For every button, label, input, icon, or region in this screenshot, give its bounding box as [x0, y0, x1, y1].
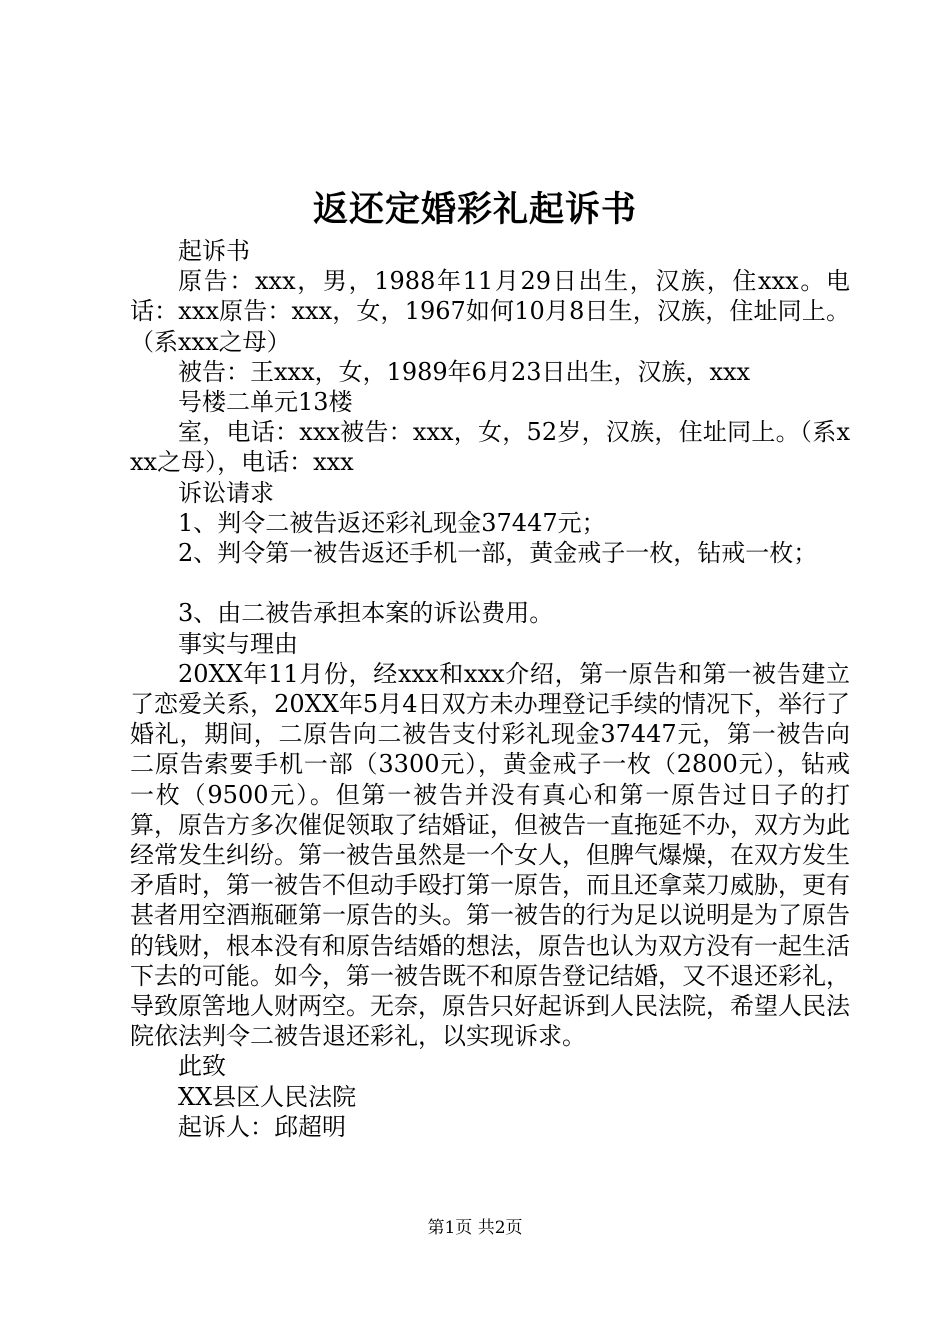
signer-line: 起诉人：邱超明: [178, 1112, 346, 1141]
facts-paragraph: 20XX年11月份，经xxx和xxx介绍，第一原告和第一被告建立了恋爱关系，20XX年5月4日双方未办理登记手续的情况下，举行了婚礼，期间，二原告向二被告支付彩礼现金37447元，第一被告向二原告索要手机一部（3300元），黄金戒子一枚（2800元），钻戒一枚（9500元）。但第一被告并没有真心和第一原告过日子的打算，原告方多次催促领取了结婚证，但被告一直拖延不办，双方为此经常发生纠纷。第一被告虽然是一个女人，但脾气爆燥，在双方发生矛盾时，第一被告不但动手殴打第一原告，而且还拿菜刀威胁，更有甚者用空酒瓶砸第一原告的头。第一被告的行为足以说明是为了原告的钱财，根本没有和原告结婚的想法，原告也认为双方没有一起生活下去的可能。如今，第一被告既不和原告登记结婚，又不退还彩礼，导致原筈地人财两空。无奈，原告只好起诉到人民法院，希望人民法院依法判令二被告退还彩礼，以实现诉求。: [130, 659, 850, 1051]
document-heading: 起诉书: [178, 237, 250, 265]
document-body: [130, 236, 850, 1142]
blank-line: [130, 568, 850, 598]
claim-item-2: 2、判令第一被告返还手机一部，黄金戒子一枚，钻戒一枚；: [178, 539, 818, 568]
closing-text: 此致: [178, 1052, 226, 1081]
defendant-line-3: 室，电话：xxx被告：xxx，女，52岁，汉族，住址同上。（系xxx之母），电话：xxx: [130, 418, 850, 477]
claim-item-3: 3、由二被告承担本案的诉讼费用。: [178, 599, 554, 628]
court-name: XX县区人民法院: [178, 1082, 357, 1111]
facts-heading: 事实与理由: [178, 629, 298, 658]
claim-item-1: 1、判令二被告返还彩礼现金37447元；: [178, 508, 606, 537]
defendant-line-2: 号楼二单元13楼: [178, 388, 353, 417]
page-number: 第1页 共2页: [427, 1218, 523, 1238]
plaintiffs-paragraph: 原告：xxx，男，1988年11月29日出生，汉族，住xxx。电话：xxx原告：xxx，女，1967如何10月8日生，汉族，住址同上。（系xxx之母）: [130, 267, 850, 356]
claims-heading: 诉讼请求: [178, 478, 274, 507]
defendant-line-1: 被告：王xxx，女，1989年6月23日出生，汉族，xxx: [178, 357, 751, 386]
document-title: 返还定婚彩礼起诉书: [312, 189, 637, 230]
